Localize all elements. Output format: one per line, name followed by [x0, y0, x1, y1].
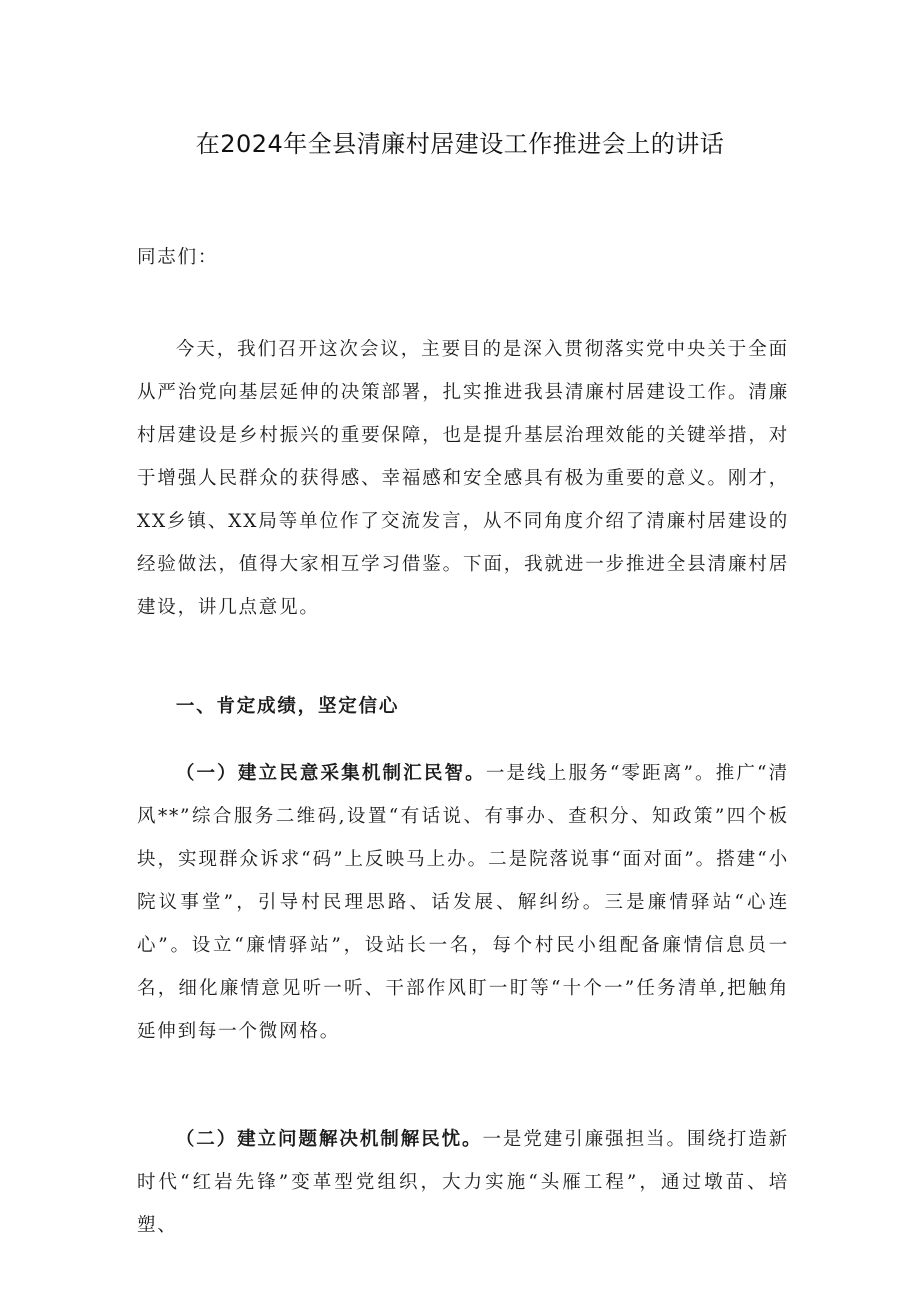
intro-paragraph: 今天，我们召开这次会议，主要目的是深入贯彻落实党中央关于全面从严治党向基层延伸的决策部署，扎实推进我县清廉村居建设工作。清廉村居建设是乡村振兴的重要保障，也是提升基层治理效能的关键举措，对于增强人民群众的获得感、幸福感和安全感具有极为重要的意义。刚才，XX乡镇、XX局等单位作了交流发言，从不同角度介绍了清廉村居建设的经验做法，值得大家相互学习借鉴。下面，我就进一步推进全县清廉村居建设，讲几点意见。 — [137, 339, 789, 618]
subsection-1-text: 一是线上服务“零距离”。推广“清风**”综合服务二维码,设置“有话说、有事办、查积分、知政策”四个板块，实现群众诉求“码”上反映马上办。二是院落说事“面对面”。搭建“小院议事堂”，引导村民理思路、话发展、解纠纷。三是廉情驿站“心连心”。设立“廉情驿站”，设站长一名，每个村民小组配备廉情信息员一名，细化廉情意见听一听、干部作风盯一盯等“十个一”任务清单,把触角延伸到每一个微网格。 — [137, 763, 789, 1042]
section-heading-1: 一、肯定成绩，坚定信心 — [175, 696, 400, 717]
subsection-2-lead: （二）建立问题解决机制解民忧。 — [175, 1129, 483, 1150]
subsection-1-lead: （一）建立民意采集机制汇民智。 — [175, 763, 486, 784]
subsection-2-paragraph — [137, 1118, 789, 1247]
subsection-2-text: 一是党建引廉强担当。围绕打造新时代“红岩先锋”变革型党组织，大力实施“头雁工程”，通过墩苗、培塑、 — [137, 1129, 789, 1236]
document-title: 在2024年全县清廉村居建设工作推进会上的讲话 — [195, 130, 725, 158]
salutation: 同志们： — [137, 247, 219, 268]
subsection-1-paragraph — [137, 752, 789, 1053]
